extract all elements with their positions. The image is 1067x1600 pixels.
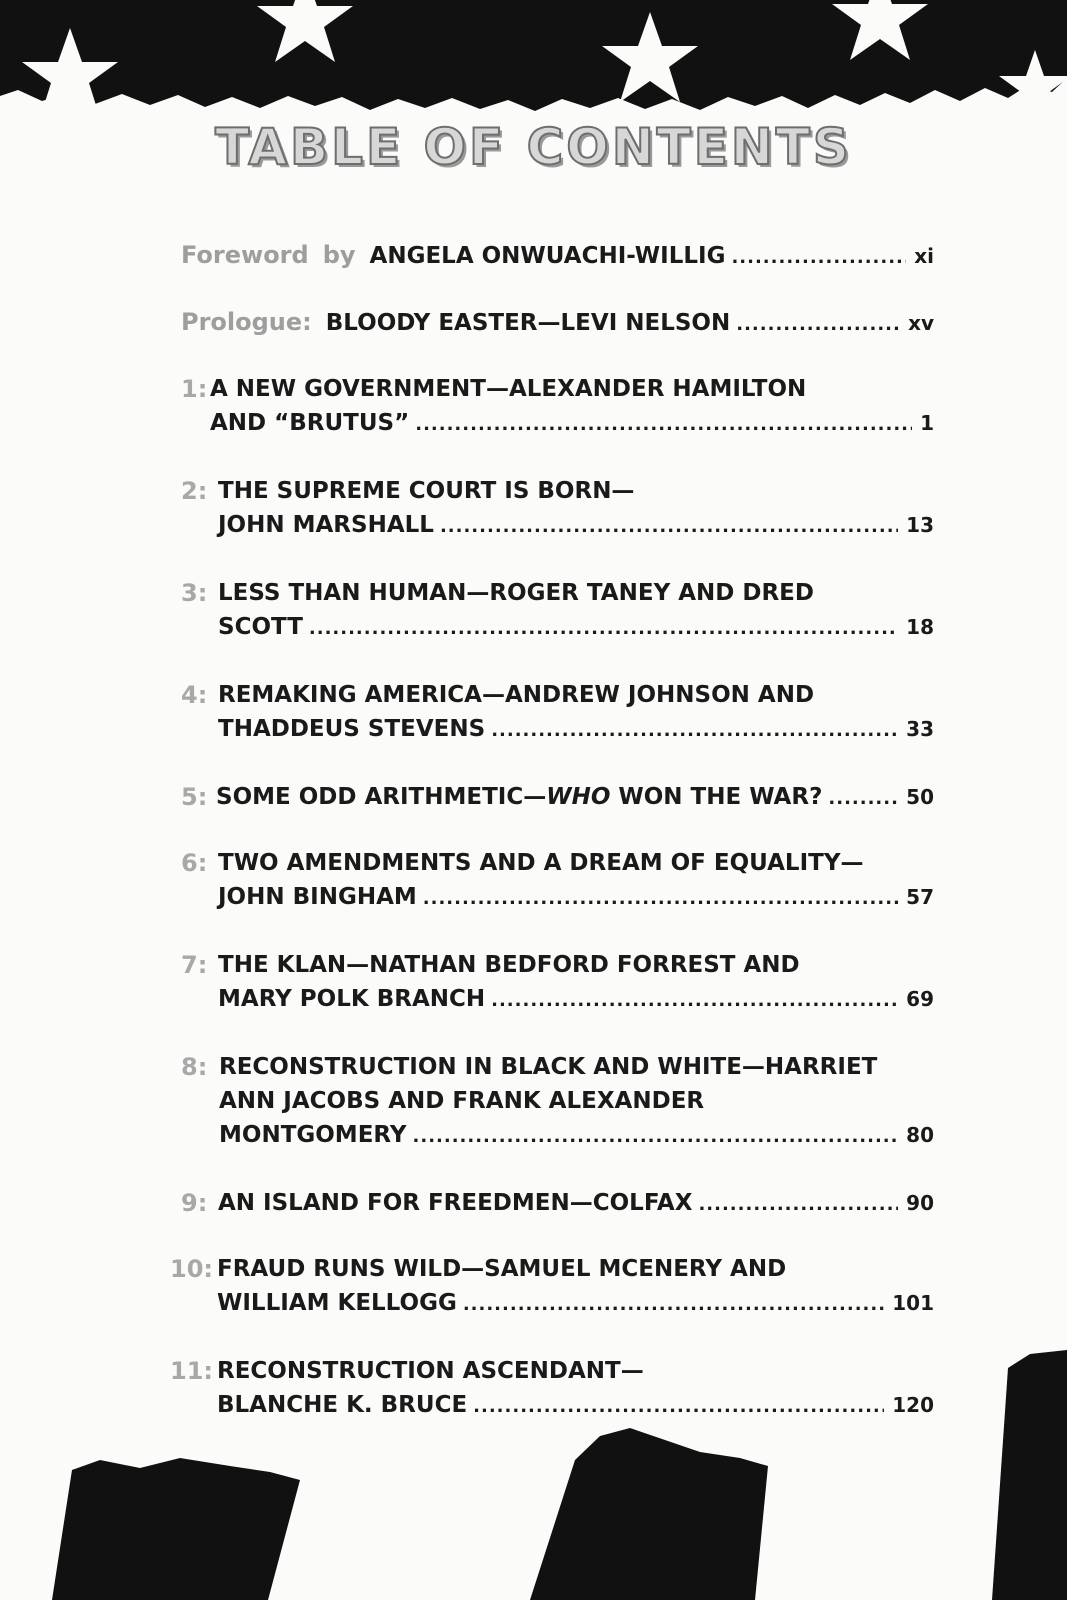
dot-leader (491, 984, 898, 1018)
chapter-title-line: THE SUPREME COURT IS BORN— (218, 478, 635, 504)
chapter-title-line: SCOTT (218, 614, 303, 640)
foreword-label: Foreword (181, 241, 309, 269)
chapter-number: 8: (181, 1053, 208, 1081)
foreword-name: ANGELA ONWUACHI-WILLIG (369, 243, 726, 269)
chapter-title-line: AN ISLAND FOR FREEDMEN—COLFAX (218, 1190, 693, 1216)
chapter-title-line: RECONSTRUCTION IN BLACK AND WHITE—HARRIET (219, 1054, 878, 1080)
page-number: 80 (906, 1123, 934, 1147)
chapter-title-line: ANN JACOBS AND FRANK ALEXANDER (219, 1088, 705, 1114)
chapter-title-line: AND “BRUTUS” (210, 410, 410, 436)
dot-leader (698, 1188, 898, 1222)
chapter-number: 3: (181, 579, 208, 607)
dot-leader (413, 1120, 899, 1154)
page-number: 18 (906, 615, 934, 639)
chapter-title-line: RECONSTRUCTION ASCENDANT— (217, 1358, 644, 1384)
chapter-number: 6: (181, 849, 208, 877)
chapter-number: 11: (170, 1357, 213, 1385)
chapter-number: 7: (181, 951, 208, 979)
page-number: 90 (906, 1191, 934, 1215)
prologue-title: BLOODY EASTER—LEVI NELSON (325, 310, 731, 336)
chapter-title-line: FRAUD RUNS WILD—SAMUEL MCENERY AND (217, 1256, 787, 1282)
chapter-title-line: JOHN BINGHAM (218, 884, 417, 910)
chapter-number: 10: (170, 1255, 213, 1283)
page-number: 1 (920, 411, 934, 435)
chapter-title-line: JOHN MARSHALL (218, 512, 434, 538)
chapter-title-line: REMAKING AMERICA—ANDREW JOHNSON AND (218, 682, 815, 708)
chapter-title-line: THADDEUS STEVENS (218, 716, 486, 742)
dot-leader (440, 510, 898, 544)
page-number: 101 (892, 1291, 934, 1315)
page-number: 33 (906, 717, 934, 741)
dot-leader (731, 241, 906, 275)
page-number: xi (914, 244, 934, 268)
page-number: 50 (906, 785, 934, 809)
dot-leader (423, 882, 898, 916)
dot-leader (736, 308, 900, 342)
chapter-title-line: LESS THAN HUMAN—ROGER TANEY AND DRED (218, 580, 814, 606)
prologue-label: Prologue: (181, 308, 312, 336)
dot-leader (309, 612, 898, 646)
page-number: 120 (892, 1393, 934, 1417)
page-number: 69 (906, 987, 934, 1011)
dot-leader (828, 782, 898, 816)
page-number: 57 (906, 885, 934, 909)
chapter-title-line: WILLIAM KELLOGG (217, 1290, 457, 1316)
chapter-number: 5: (181, 783, 208, 811)
chapter-number: 1: (181, 375, 208, 403)
chapter-title-line: TWO AMENDMENTS AND A DREAM OF EQUALITY— (218, 850, 864, 876)
dot-leader (491, 714, 898, 748)
star-banner (0, 0, 1067, 130)
chapter-title-line: A NEW GOVERNMENT—ALEXANDER HAMILTON (210, 376, 807, 402)
chapter-title-line: SOME ODD ARITHMETIC—WHO WON THE WAR? (216, 784, 823, 810)
chapter-title-line: BLANCHE K. BRUCE (217, 1392, 468, 1418)
dot-leader (415, 408, 912, 442)
chapter-title-line: MONTGOMERY (219, 1122, 407, 1148)
chapter-title-line: MARY POLK BRANCH (218, 986, 486, 1012)
chapter-title-line: THE KLAN—NATHAN BEDFORD FORREST AND (218, 952, 800, 978)
stripes-decoration (0, 1340, 1067, 1600)
page-number: 13 (906, 513, 934, 537)
chapter-number: 2: (181, 477, 208, 505)
page-title: TABLE OF CONTENTS (215, 118, 852, 176)
chapter-number: 9: (181, 1189, 208, 1217)
page-number: xv (908, 311, 934, 335)
chapter-number: 4: (181, 681, 208, 709)
dot-leader (463, 1288, 884, 1322)
foreword-by: by (322, 241, 356, 269)
